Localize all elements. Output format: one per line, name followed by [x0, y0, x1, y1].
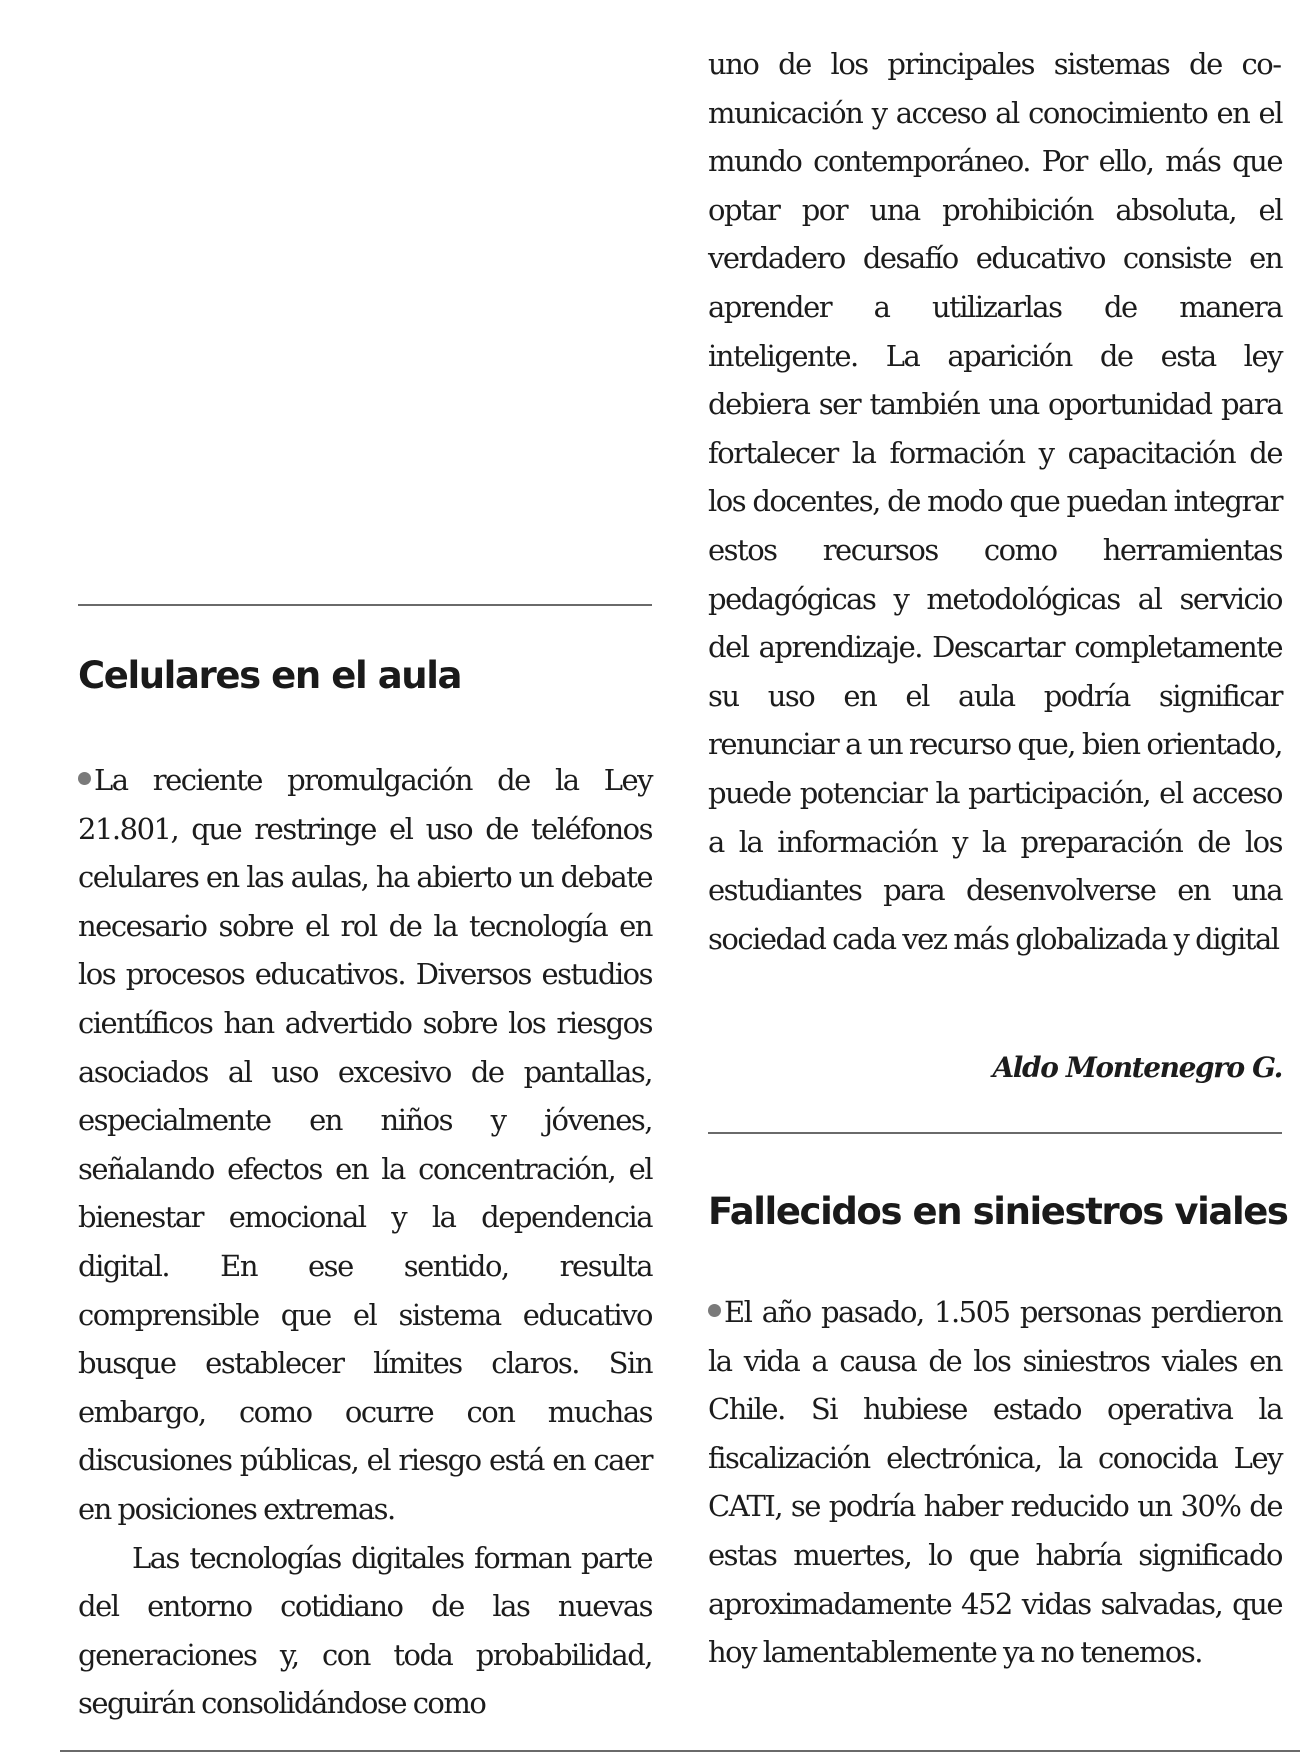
right-column [708, 0, 1288, 1760]
paragraph-text: El año pasado, 1.505 personas perdieron la vida a causa de los siniestros viales en Chile. Si hubiese estado operativa la fiscalización electrónica, la conocida Ley CATI, se podría haber reducido un 30% de estas muertes, lo que habría significado aproximadamente 452 vidas salvadas, que hoy lamentablemente ya no tenemos. [708, 1295, 1282, 1670]
headline-fallecidos: Fallecidos en siniestros viales [708, 1190, 1288, 1233]
author-signature: Aldo Montenegro G. [992, 1051, 1282, 1084]
page-bottom-rule [60, 1750, 1300, 1752]
paragraph-text: La reciente promulgación de la Ley 21.801, que restringe el uso de teléfonos celulares en las aulas, ha abierto un debate necesario sobre el rol de la tecnología en los procesos educativos. Diversos estudios científicos han advertido sobre los riesgos asociados al uso excesivo de pantallas, especialmente en niños y jóvenes, señalando efectos en la concentración, el bienestar emocional y la dependencia digital. En ese sentido, resulta comprensible que el sistema educativo busque establecer límites claros. Sin embargo, como ocurre con muchas discusiones públicas, el riesgo está en caer en posiciones extremas. [78, 763, 652, 1526]
section-divider [78, 604, 652, 606]
paragraph-continued [708, 40, 1282, 963]
bullet-icon [708, 1304, 721, 1317]
bullet-icon [78, 772, 91, 785]
letter-fallecidos-body [708, 1288, 1282, 1677]
letter-celulares-body-start [78, 756, 652, 1728]
paragraph-first [708, 1288, 1282, 1677]
paragraph-second [78, 1534, 652, 1728]
paragraph-text: Las tecnologías digitales forman parte del entorno cotidiano de las nuevas generaciones y, con toda probabilidad, seguirán consolidándose como [78, 1540, 652, 1721]
section-divider [708, 1132, 1282, 1134]
letter-celulares-body-continued [708, 40, 1282, 963]
paragraph-first [78, 756, 652, 1534]
headline-celulares: Celulares en el aula [78, 654, 462, 697]
left-column [78, 0, 652, 1760]
paragraph-text: uno de los principales sistemas de comunicación y acceso al conocimiento en el mundo contemporáneo. Por ello, más que optar por una prohibición absoluta, el verdadero desafío educativo consiste en aprender a utilizarlas de manera inteligente. La aparición de esta ley debiera ser también una oportunidad para fortalecer la formación y capacitación de los docentes, de modo que puedan integrar estos recursos como herramientas pedagógicas y metodológicas al servicio del aprendizaje. Descartar completamente su uso en el aula podría significar renunciar a un recurso que, bien orientado, puede potenciar la participación, el acceso a la información y la preparación de los estudiantes para desenvolverse en una sociedad cada vez más globalizada y digital [708, 47, 1282, 956]
